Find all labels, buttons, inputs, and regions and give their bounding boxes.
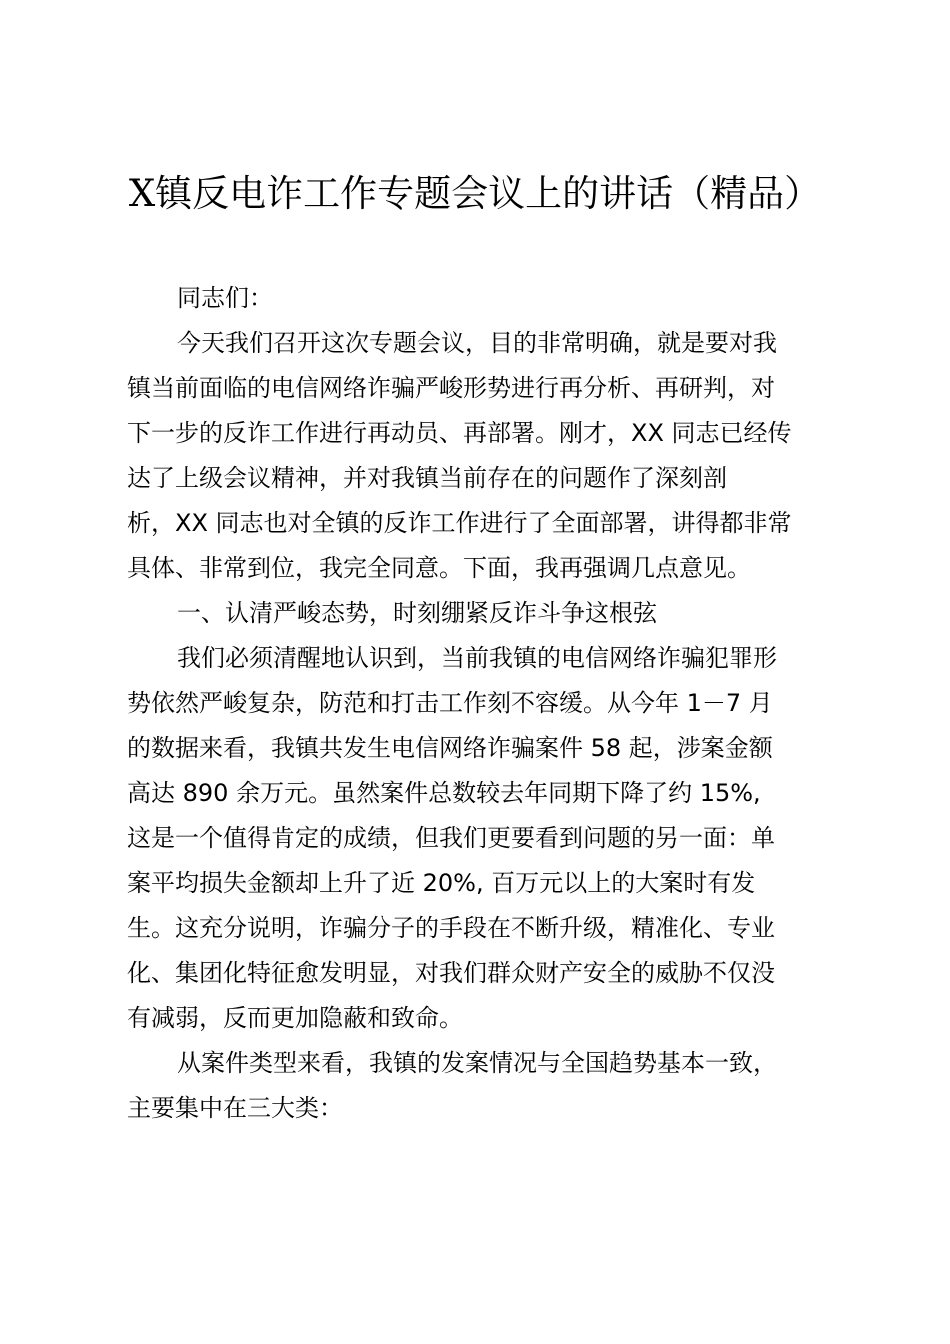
paragraph-line: 今天我们召开这次专题会议，目的非常明确，就是要对我 xyxy=(177,329,777,357)
paragraph-line: 达了上级会议精神，并对我镇当前存在的问题作了深刻剖 xyxy=(127,464,727,492)
paragraph-line: 镇当前面临的电信网络诈骗严峻形势进行再分析、再研判，对 xyxy=(127,374,775,402)
paragraph-line: 这是一个值得肯定的成绩，但我们更要看到问题的另一面：单 xyxy=(127,824,775,852)
paragraph-line: 案平均损失金额却上升了近 20%, 百万元以上的大案时有发 xyxy=(127,869,756,897)
document-body xyxy=(127,276,832,1131)
paragraph-line: 有减弱，反而更加隐蔽和致命。 xyxy=(127,1004,463,1032)
paragraph-line: 析，XX 同志也对全镇的反诈工作进行了全面部署，讲得都非常 xyxy=(127,509,792,537)
salutation-line: 同志们： xyxy=(177,284,273,312)
section-heading: 一、认清严峻态势，时刻绷紧反诈斗争这根弦 xyxy=(177,599,657,627)
paragraph-line: 下一步的反诈工作进行再动员、再部署。刚才，XX 同志已经传 xyxy=(127,419,792,447)
paragraph-line: 从案件类型来看，我镇的发案情况与全国趋势基本一致， xyxy=(177,1049,777,1077)
paragraph-line: 的数据来看，我镇共发生电信网络诈骗案件 58 起，涉案金额 xyxy=(127,734,773,762)
paragraph-line: 生。这充分说明，诈骗分子的手段在不断升级，精准化、专业 xyxy=(127,914,775,942)
paragraph-line: 具体、非常到位，我完全同意。下面，我再强调几点意见。 xyxy=(127,554,751,582)
paragraph-line: 我们必须清醒地认识到，当前我镇的电信网络诈骗犯罪形 xyxy=(177,644,777,672)
paragraph-line: 高达 890 余万元。虽然案件总数较去年同期下降了约 15%, xyxy=(127,779,761,807)
paragraph-line: 势依然严峻复杂，防范和打击工作刻不容缓。从今年 1－7 月 xyxy=(127,689,773,717)
document-title: X镇反电诈工作专题会议上的讲话（精品） xyxy=(128,172,822,215)
paragraph-line: 化、集团化特征愈发明显，对我们群众财产安全的威胁不仅没 xyxy=(127,959,775,987)
paragraph-line: 主要集中在三大类： xyxy=(127,1094,343,1122)
